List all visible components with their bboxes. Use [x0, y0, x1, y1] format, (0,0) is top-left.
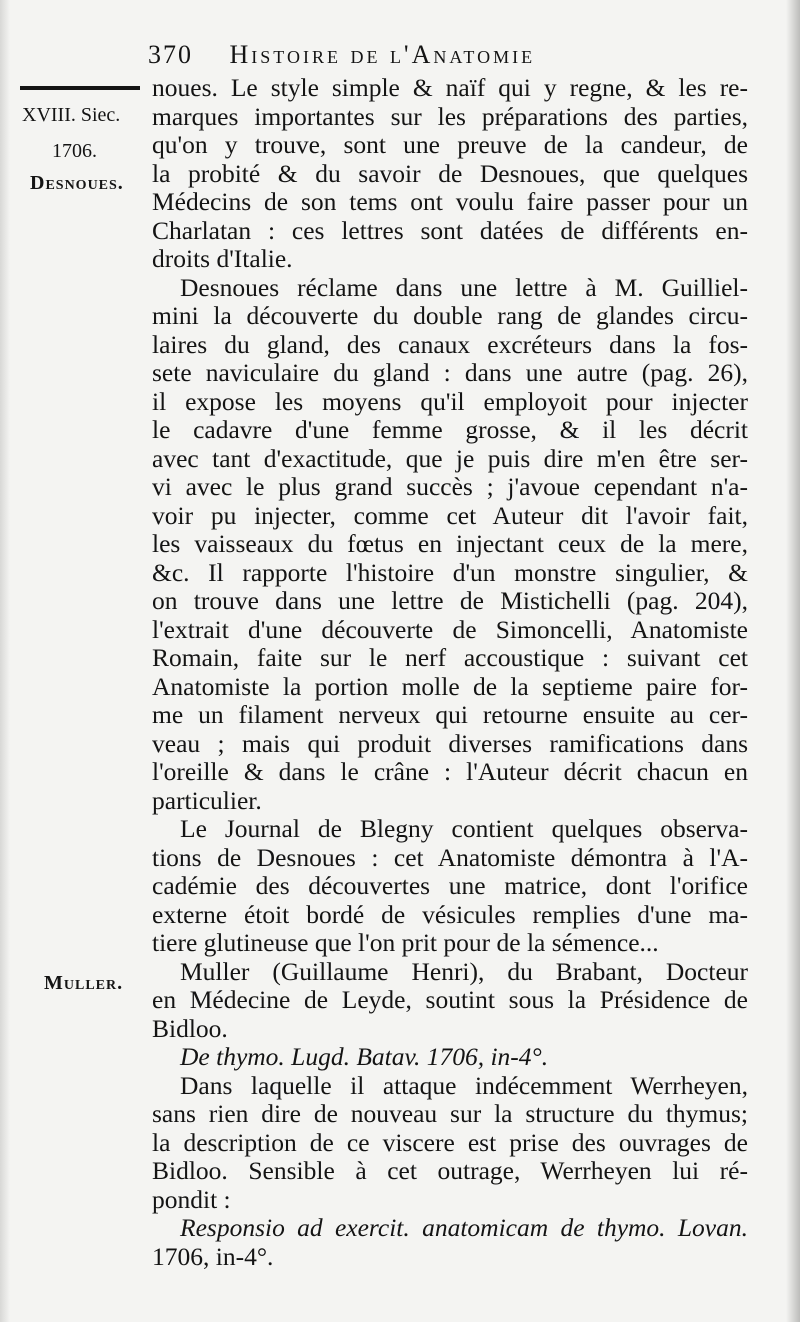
- text-line: mini la découverte du double rang de glandes circu-: [152, 302, 748, 330]
- text-line: en Médecine de Leyde, soutint sous la Présidence de: [152, 986, 748, 1014]
- text-line: avec tant d'exactitude, que je puis dire m'en être ser-: [152, 444, 748, 473]
- text-line: veau ; mais qui produit diverses ramifications dans: [152, 729, 748, 758]
- text-line: Bidloo. Sensible à cet outrage, Werrheyen lui ré-: [152, 1157, 748, 1185]
- scan-edge-left: [0, 0, 10, 1322]
- book-title-citation: Responsio ad exercit. anatomicam de thymo. Lovan.: [180, 1214, 748, 1242]
- paragraph-start: Desnoues réclame dans une lettre à M. Guilliel-: [180, 273, 748, 302]
- text-line: Anatomiste la portion molle de la septieme paire for-: [152, 672, 748, 701]
- text-line: externe étoit bordé de vésicules remplies d'une ma-: [152, 900, 748, 929]
- text-line: sete naviculaire du gland : dans une autre (pag. 26),: [152, 359, 748, 387]
- text-line: Charlatan : ces lettres sont datées de différents en-: [152, 216, 748, 245]
- text-line: la probité & du savoir de Desnoues, que quelques: [152, 159, 748, 188]
- text-line: pondit :: [152, 1185, 231, 1214]
- text-line: noues. Le style simple & naïf qui y regne, & les re-: [152, 74, 748, 102]
- text-line: il expose les moyens qu'il employoit pour injecter: [152, 387, 748, 416]
- margin-note-year: 1706.: [52, 140, 97, 162]
- text-line: les vaisseaux du fœtus en injectant ceux de la mere,: [152, 530, 748, 558]
- body-text: [152, 74, 748, 1271]
- text-line: &c. Il rapporte l'histoire d'un monstre singulier, &: [152, 558, 748, 587]
- margin-note-muller: Muller.: [44, 972, 124, 994]
- page-number: 370: [148, 40, 193, 69]
- running-title: Histoire de l'Anatomie: [229, 40, 536, 69]
- margin-note-century: XVIII. Siec.: [22, 104, 121, 126]
- text-line: me un filament nerveux qui retourne ensuite au cer-: [152, 701, 748, 729]
- text-line: 1706, in-4°.: [152, 1242, 274, 1271]
- text-line: droits d'Italie.: [152, 245, 293, 273]
- text-line: on trouve dans une lettre de Mistichelli (pag. 204),: [152, 587, 748, 615]
- text-line: qu'on y trouve, sont une preuve de la candeur, de: [152, 131, 748, 159]
- text-line: tions de Desnoues : cet Anatomiste démontra à l'A-: [152, 843, 748, 872]
- header-rule: [20, 86, 140, 90]
- text-line: la description de ce viscere est prise des ouvrages de: [152, 1128, 748, 1157]
- text-line: le cadavre d'une femme grosse, & il les décrit: [152, 416, 748, 444]
- text-line: vi avec le plus grand succès ; j'avoue cependant n'a-: [152, 473, 748, 501]
- text-line: sans rien dire de nouveau sur la structure du thymus;: [152, 1100, 748, 1128]
- text-line: voir pu injecter, comme cet Auteur dit l'avoir fait,: [152, 501, 748, 530]
- text-line: tiere glutineuse que l'on prit pour de la sémence...: [152, 929, 659, 957]
- book-title-citation: De thymo. Lugd. Batav. 1706, in-4°.: [180, 1043, 549, 1071]
- text-line: laires du gland, des canaux excréteurs dans la fos-: [152, 330, 748, 359]
- text-line: particulier.: [152, 786, 262, 815]
- text-line: l'extrait d'une découverte de Simoncelli, Anatomiste: [152, 615, 748, 644]
- text-line: Bidloo.: [152, 1014, 228, 1043]
- text-line: Romain, faite sur le nerf accoustique : suivant cet: [152, 644, 748, 672]
- paragraph-start: Muller (Guillaume Henri), du Brabant, Docteur: [180, 957, 748, 986]
- text-line: marques importantes sur les préparations des parties,: [152, 102, 748, 131]
- scan-edge-right: [786, 0, 800, 1322]
- running-head: [148, 40, 668, 74]
- margin-note-desnoues: Desnoues.: [30, 172, 124, 194]
- paragraph-start: Le Journal de Blegny contient quelques observa-: [180, 815, 748, 843]
- paragraph-start: Dans laquelle il attaque indécemment Werrheyen,: [180, 1071, 748, 1100]
- text-line: Médecins de son tems ont voulu faire passer pour un: [152, 188, 748, 216]
- text-line: l'oreille & dans le crâne : l'Auteur décrit chacun en: [152, 758, 748, 786]
- text-line: cadémie des découvertes une matrice, dont l'orifice: [152, 872, 748, 900]
